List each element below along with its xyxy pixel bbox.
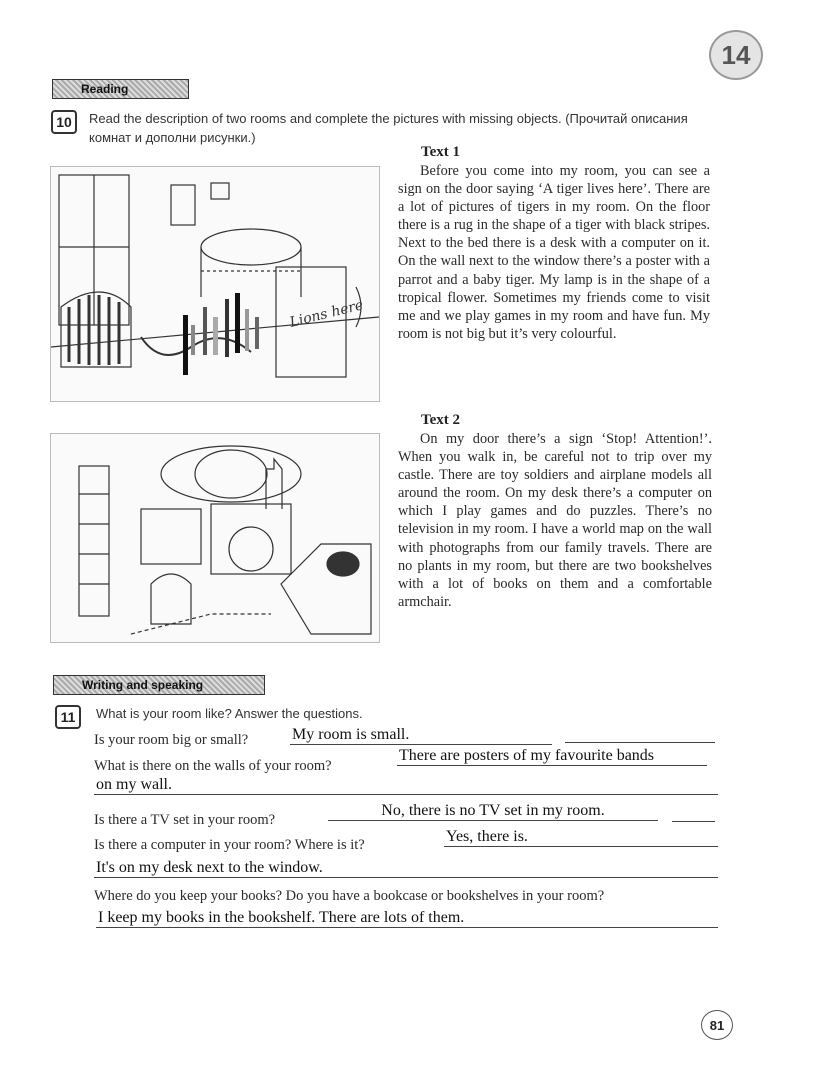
question-1: Is your room big or small? (94, 732, 249, 748)
answer-3: No, there is no TV set in my room. (328, 802, 658, 821)
question-4: Is there a computer in your room? Where is it? (94, 837, 365, 853)
answer-1: My room is small. (290, 726, 552, 745)
room-1-drawing (51, 167, 379, 401)
room-picture-2 (50, 433, 380, 643)
exercise-10-number: 10 (51, 110, 77, 134)
question-2: What is there on the walls of your room? (94, 758, 332, 774)
answer-2: There are posters of my favourite bands (397, 747, 707, 766)
answer-line (672, 821, 715, 822)
text-1-title: Text 1 (421, 144, 461, 160)
unit-number-badge: 14 (709, 30, 763, 80)
question-3: Is there a TV set in your room? (94, 812, 276, 828)
answer-4: Yes, there is. (444, 828, 718, 847)
answer-line (565, 742, 715, 743)
text-1-body: Before you come into my room, you can see a sign on the door saying ‘A tiger lives here’. There are a lot of pictures of tigers in my room. On the floor there is a rug in the shape of a tiger with black stripes. Next to the bed there is a desk with a computer on it. On the wall next to the window there’s a poster with a parrot and a baby tiger. My lamp is in the shape of a tropical flower. Sometimes my friends come to visit me and we play games in my room and have fun. My room is not big but it’s very colourful. (398, 163, 710, 342)
exercise-11-instruction: What is your room like? Answer the questions. (96, 706, 363, 721)
answer-4-continued: It's on my desk next to the window. (94, 859, 718, 878)
instruction-russian: (Прочитай описания комнат и дополни рисунки.) (89, 111, 688, 145)
writing-speaking-banner: Writing and speaking (53, 675, 265, 695)
text-2-body: On my door there’s a sign ‘Stop! Attention!’. When you walk in, be careful not to trip over my castle. There are toy soldiers and airplane models all around the room. On my desk there’s a computer on which I play games and do puzzles. There’s no television in my room. I have a world map on the wall with photographs from our family travels. There are no plants in my room, but there are two bookshelves with a lot of books on them and a comfortable armchair. (398, 431, 712, 610)
instruction-english: Read the description of two rooms and complete the pictures with missing objects. (89, 111, 562, 126)
reading-banner: Reading (52, 79, 189, 99)
exercise-11-number: 11 (55, 705, 81, 729)
answer-2-continued: on my wall. (94, 776, 718, 795)
room-1-door-sign: Lions here (288, 297, 365, 331)
answer-5: I keep my books in the bookshelf. There are lots of them. (96, 909, 718, 928)
question-5: Where do you keep your books? Do you have a bookcase or bookshelves in your room? (94, 888, 605, 904)
exercise-10-instruction (89, 109, 719, 147)
room-2-drawing (51, 434, 379, 642)
room-picture-1 (50, 166, 380, 402)
page-number: 81 (701, 1010, 733, 1040)
text-2-title: Text 2 (421, 412, 461, 428)
